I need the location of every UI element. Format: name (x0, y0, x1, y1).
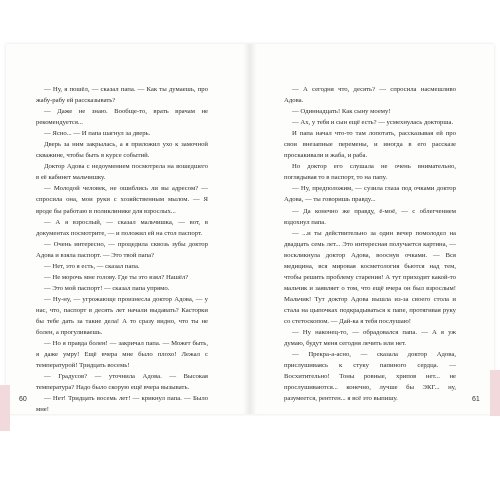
paragraph: — Одиннадцать! Как сыну моему! (292, 108, 391, 116)
left-page-text (36, 84, 208, 415)
paragraph: — А я взрослый, — сказал мальчишка, — вот, в документах посмотрите, — и положил ей на стол паспорт. (36, 218, 208, 237)
paragraph: — ...и ты действительно за один вечер помолодел на двадцать семь лет... Это интересная получается картина, — воскликнула доктор Адова, вооснув очками. — Вся медицина, вся мировая косметология бьются над тем, чтобы решить проблему старения! А тут приходит какой-то мальчик и заявляет о том, что ещё вчера он был взрослым! Мальчик! Тут доктор Адова вышла из-за своего стола и стала на цыпочках подкрадываться к папе, протягивая руку со стетоскопом. — Дай-ка я тебя послушаю! (284, 229, 456, 325)
paragraph: — Ну-ну, — угрожающе произнесла доктор Адова, — у нас, что, паспорт в десять лет начали выдавать? Касторки бы тебе дать за такие дела! А то сразу видно, что ты не болен, а прогуливаешь. (36, 295, 208, 337)
page-edge-tab-right (490, 370, 500, 416)
paragraph: — Молодой человек, не ошиблись ли вы адресом? — спросила она, мои руки с хозяйственным мылом. — Я вроде бы работаю в поликлинике для взрослых... (36, 185, 208, 215)
paragraph: — Это мой паспорт! — сказал папа упрямо. (44, 284, 170, 292)
paragraph: — Прекра-а-асно, — сказала доктор Адова, прислушиваясь к стуку папиного сердца. — Восхитительно! Тоны ровные, хрипов нет... не прослушиваются... конечно, лучше бы ЭКГ... ну, разумеется, рентген... я всё это выпишу. (284, 351, 456, 403)
paragraph: Доктор Адова с недоумением посмотрела на вошедшего в её кабинет мальчишку. (36, 163, 208, 182)
paragraph: — Ну, я пошёл, — сказал папа. — Как ты думаешь, про жабу-рабу ей рассказывать? (36, 86, 208, 105)
paragraph: — Да конечно же правду, ё-моё, — с облегчением вздохнул папа. (284, 207, 456, 226)
book-gutter (243, 44, 257, 414)
paragraph: — Ну наконец-то, — обрадовался папа. — А я уж думаю, будут меня сегодня лечить или нет. (284, 329, 456, 348)
page-number-left: 60 (19, 396, 27, 403)
paragraph: — А сегодня что, десять? — спросила насмешливо Адова. (284, 86, 456, 105)
paragraph: — Очень интересно, — процедила сквозь зубы доктор Адова и взяла паспорт. — Это твой папа? (36, 240, 208, 259)
paragraph: — Не морочь мне голову. Где ты это взял? Нашёл? (44, 273, 189, 281)
paragraph: — Градусов? — уточнила Адова. — Высокая температура? Надо было скорую ещё вчера вызывать. (36, 373, 208, 392)
page-edge-tab-left (0, 385, 10, 431)
paragraph: — Ах, у тебя и сын ещё есть? — усмехнулась докторша. (292, 119, 454, 127)
paragraph: И папа начал что-то там лопотать, рассказывая ей про свои внезапные перемены, и иногда в его рассказе проскакивали и жаба, и раба. (284, 130, 456, 160)
paragraph: Но доктор его слушала не очень внимательно, поглядывая то в паспорт, то на папу. (284, 163, 456, 182)
paragraph: — Ясно... — И папа шагнул за дверь. (44, 130, 151, 138)
paragraph: — Даже не знаю. Вообще-то, врать врачам не рекомендуется... (36, 108, 208, 127)
paragraph: — Ну, предположим, — сузила глаза под очками доктор Адова, — ты говоришь правду... (284, 185, 456, 204)
paragraph: — Но я правда болен! — закричал папа. — Может быть, я даже умру! Ещё вчера мне было плохо! Лежал с температурой! Тридцать восемь! (36, 340, 208, 370)
paragraph: Дверь за ним закрылась, а я приложил ухо к замочной скважине, чтобы быть в курсе событий. (36, 141, 208, 160)
right-page-text (284, 84, 456, 404)
page-number-right: 61 (472, 396, 480, 403)
paragraph: — Нет, это я есть, — сказал папа. (44, 262, 140, 270)
paragraph: — Нет! Тридцать восемь лет! — крикнул папа. — Было мне! (36, 395, 208, 414)
